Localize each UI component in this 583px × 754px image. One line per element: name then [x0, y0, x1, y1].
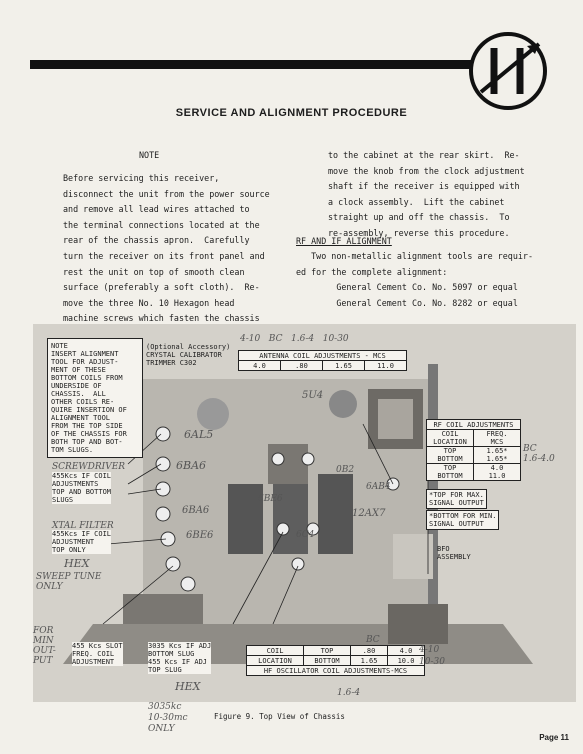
- rf-row-freq: 1.65* 1.65*: [474, 447, 521, 464]
- right-column-text: [328, 148, 525, 242]
- handwritten-for-min-output: FOR MIN OUT- PUT: [33, 626, 56, 666]
- note-heading: NOTE: [139, 150, 160, 160]
- text-line: a clock assembly. Lift the cabinet: [328, 196, 505, 207]
- antenna-value: 4.0: [239, 361, 281, 371]
- antenna-value: 11.0: [365, 361, 407, 371]
- handwritten-bc-range: BC 1.6-4.0: [523, 444, 555, 464]
- osc-cell: 10.0: [388, 656, 425, 666]
- handwritten-sweep-tune: SWEEP TUNE ONLY: [36, 572, 102, 592]
- text-line: Before servicing this receiver,: [63, 173, 220, 183]
- osc-location-header: LOCATION: [247, 656, 304, 666]
- bfo-assembly-label: BFO ASSEMBLY: [437, 545, 471, 561]
- handwritten-hex: HEX: [175, 680, 201, 693]
- antenna-table-title: ANTENNA COIL ADJUSTMENTS - MCS: [239, 351, 407, 361]
- header-rule: [30, 60, 505, 69]
- rf-row-location: TOP BOTTOM: [427, 464, 474, 481]
- text-line: disconnect the unit from the power source: [63, 188, 270, 199]
- osc-cell: TOP: [304, 646, 351, 656]
- rf-if-heading: RF AND IF ALIGNMENT: [296, 236, 392, 246]
- osc-cell: 1.65: [351, 656, 388, 666]
- text-line: General Cement Co. No. 8282 or equal: [296, 297, 518, 308]
- rf-col-location: COIL LOCATION: [427, 430, 474, 447]
- crystal-calibrator-label: (Optional Accessory) CRYSTAL CALIBRATOR TRIMMER C302: [146, 343, 231, 367]
- rf-table-title: RF COIL ADJUSTMENTS: [427, 420, 521, 430]
- text-line: straight up and off the chassis. To: [328, 212, 510, 223]
- text-line: re-assembly, reverse this procedure.: [328, 227, 510, 238]
- right-column-text-2: [296, 249, 533, 311]
- if3035-label: 3035 Kcs IF ADJ BOTTOM SLUG 455 Kcs IF ADJ TOP SLUG: [148, 642, 212, 674]
- handwritten-bc: BC: [366, 635, 380, 645]
- rf-row-location: TOP BOTTOM: [427, 447, 474, 464]
- text-line: shaft if the receiver is equipped with: [328, 181, 520, 192]
- text-line: rest the unit on top of smooth clean: [63, 266, 245, 277]
- page-title: SERVICE AND ALIGNMENT PROCEDURE: [175, 107, 408, 119]
- if455-coil-label: 455Kcs IF COIL ADJUSTMENTS TOP AND BOTTOM SLUGS: [52, 472, 112, 504]
- handwritten-6ba6: 6BA6: [176, 459, 207, 472]
- page-number: Page 11: [539, 733, 569, 742]
- text-line: move the three No. 10 Hexagon head: [63, 297, 235, 308]
- slot-freq-label: 455 Kcs SLOT FREQ. COIL ADJUSTMENT: [72, 642, 123, 666]
- osc-table-footer: HF OSCILLATOR COIL ADJUSTMENTS-MCS: [247, 666, 425, 676]
- handwritten-screwdriver: SCREWDRIVER: [52, 462, 126, 472]
- text-line: surface (preferably a soft cloth). Re-: [63, 282, 260, 293]
- note-box: NOTE INSERT ALIGNMENT TOOL FOR ADJUST- MENT OF THESE BOTTOM COILS FROM UNDERSIDE OF CHASSIS. ALL OTHER COILS RE- QUIRE INSERTION OF ALIGNMENT TOOL FROM THE TOP SIDE OF THE CHASSIS FOR BOTH TOP AND BOT- TOM SLUGS.: [47, 338, 143, 458]
- handwritten-0b2: 0B2: [336, 465, 355, 475]
- osc-coil-header: COIL: [247, 646, 304, 656]
- if455-top-label: 455Kcs IF COIL ADJUSTMENT TOP ONLY: [52, 530, 112, 554]
- osc-cell: .80: [351, 646, 388, 656]
- hf-oscillator-table: [246, 645, 425, 676]
- osc-cell: BOTTOM: [304, 656, 351, 666]
- antenna-value: 1.65: [323, 361, 365, 371]
- handwritten-6al5: 6AL5: [184, 428, 214, 441]
- text-line: to the cabinet at the rear skirt. Re-: [328, 150, 520, 160]
- text-line: machine screws which fasten the chassis: [63, 313, 260, 324]
- hallicrafters-logo-icon: [467, 30, 549, 112]
- left-column-text: [63, 171, 270, 327]
- handwritten-ranges: 4-10 BC 1.6-4 10-30: [240, 334, 349, 344]
- antenna-coil-table: [238, 350, 407, 371]
- handwritten-12ax7: 12AX7: [352, 508, 386, 519]
- antenna-value: .80: [281, 361, 323, 371]
- handwritten-low-range: 1.6-4: [337, 688, 361, 698]
- handwritten-6ab4: 6AB4: [366, 482, 391, 492]
- handwritten-5u4: 5U4: [302, 390, 324, 401]
- text-line: turn the receiver on its front panel and: [63, 250, 265, 261]
- handwritten-osc-ranges: 4-10 10-30: [419, 645, 445, 667]
- handwritten-6ba6: 6BA6: [182, 505, 210, 516]
- text-line: rear of the chassis apron. Carefully: [63, 235, 250, 246]
- handwritten-hex: HEX: [64, 557, 90, 570]
- text-line: General Cement Co. No. 5097 or equal: [296, 282, 518, 293]
- rf-col-freq: FREQ. MCS: [474, 430, 521, 447]
- top-max-note: *TOP FOR MAX. SIGNAL OUTPUT: [426, 489, 487, 509]
- text-line: ed for the complete alignment:: [296, 266, 448, 277]
- text-line: the terminal connections located at the: [63, 219, 260, 230]
- rf-row-freq: 4.0 11.0: [474, 464, 521, 481]
- handwritten-6c4: 6C4: [296, 530, 315, 540]
- text-line: and remove all lead wires attached to: [63, 204, 250, 215]
- bottom-min-note: *BOTTOM FOR MIN. SIGNAL OUTPUT: [426, 510, 499, 530]
- figure-caption: Figure 9. Top View of Chassis: [214, 712, 345, 721]
- handwritten-6be6: 6BE6: [258, 494, 283, 504]
- text-line: Two non-metallic alignment tools are requir-: [296, 251, 533, 261]
- handwritten-xtal-filter: XTAL FILTER: [52, 521, 114, 531]
- handwritten-3035kc: 3035kc 10-30mc ONLY: [148, 702, 188, 734]
- rf-coil-table: [426, 419, 521, 481]
- osc-cell: 4.0: [388, 646, 425, 656]
- handwritten-6be6: 6BE6: [186, 530, 214, 541]
- text-line: move the knob from the clock adjustment: [328, 165, 525, 176]
